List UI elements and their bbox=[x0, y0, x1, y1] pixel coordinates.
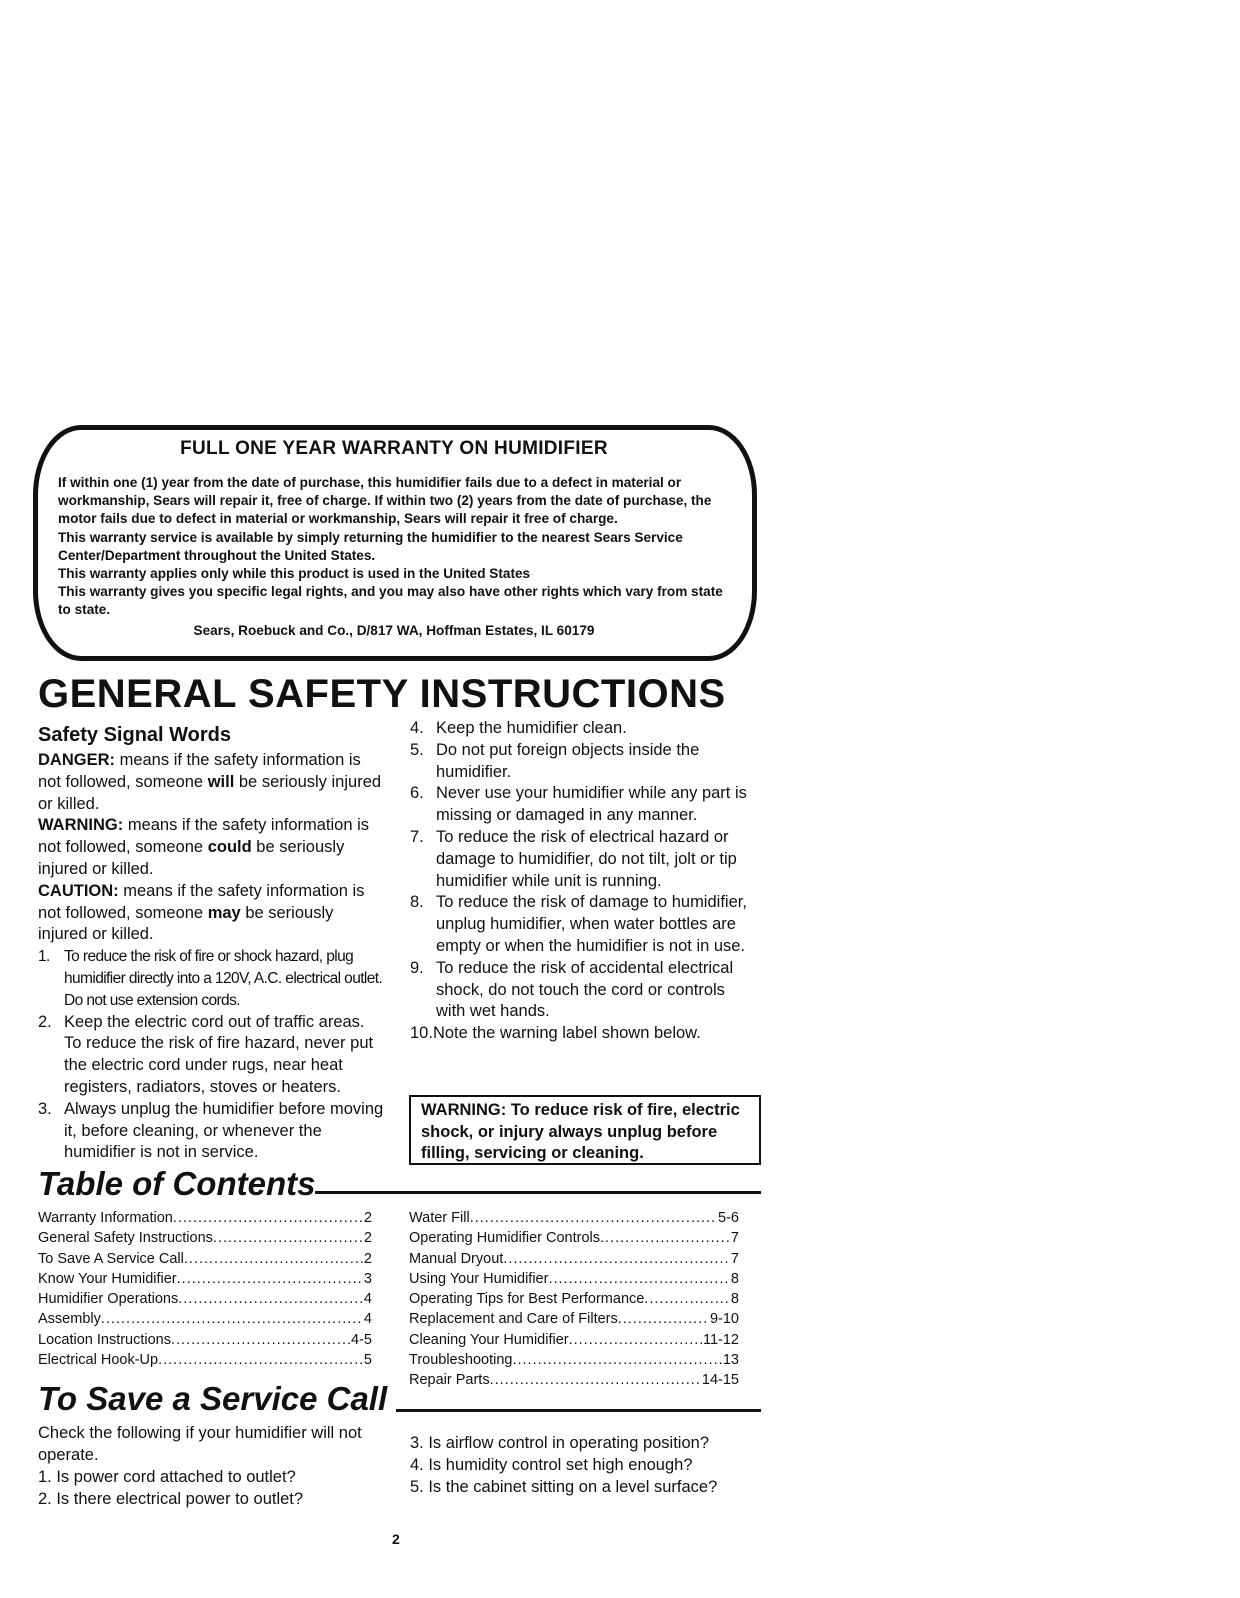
instruction-item bbox=[38, 1099, 386, 1164]
toc-entry-page: 11-12 bbox=[702, 1331, 739, 1348]
toc-entry bbox=[38, 1249, 372, 1269]
toc-entry-label: Warranty Information bbox=[38, 1210, 173, 1226]
instruction-text: Keep the electric cord out of traffic areas. To reduce the risk of fire hazard, never put the electric cord under rugs, near heat registers, radiators, stoves or heaters. bbox=[64, 1012, 374, 1096]
toc-entry-label: Replacement and Care of Filters bbox=[409, 1311, 618, 1328]
toc-entry bbox=[38, 1208, 372, 1228]
warning-term: WARNING: bbox=[38, 816, 124, 835]
toc-entry bbox=[409, 1208, 739, 1228]
toc-entry-page: 9-10 bbox=[709, 1311, 739, 1328]
toc-leader bbox=[171, 1330, 350, 1350]
danger-term: DANGER: bbox=[38, 751, 115, 769]
toc-entry-page: 4 bbox=[363, 1291, 372, 1308]
service-call-title: To Save a Service Call bbox=[38, 1380, 388, 1417]
toc-leader bbox=[569, 1330, 702, 1350]
warranty-paragraph: This warranty service is available by simply returning the humidifier to the nearest Sears Service Center/Department throughout the United States. bbox=[58, 529, 683, 563]
instruction-text: Never use your humidifier while any part is missing or damaged in any manner. bbox=[436, 784, 747, 825]
warning-emphasis: could bbox=[207, 838, 252, 857]
toc-entry bbox=[409, 1269, 739, 1289]
instruction-number: 10. bbox=[410, 1024, 433, 1043]
toc-entry-page: 2 bbox=[363, 1210, 372, 1226]
toc-entry-page: 5 bbox=[363, 1352, 372, 1369]
instruction-text: Do not put foreign objects inside the humidifier. bbox=[436, 740, 700, 781]
toc-entry bbox=[38, 1289, 372, 1309]
toc-entry bbox=[409, 1330, 739, 1350]
instruction-text: Always unplug the humidifier before moving it, before cleaning, or whenever the humidifier is not in service. bbox=[64, 1099, 384, 1162]
instruction-text: Note the warning label shown below. bbox=[432, 1024, 701, 1043]
warranty-paragraph: This warranty applies only while this product is used in the United States bbox=[58, 566, 531, 582]
toc-leader bbox=[600, 1228, 730, 1248]
warning-text-end: be seriously injured or killed. bbox=[38, 838, 345, 878]
toc-entry-page: 4-5 bbox=[351, 1331, 372, 1348]
page-title: GENERAL SAFETY INSTRUCTIONS bbox=[38, 672, 726, 716]
toc-entry-page: 5-6 bbox=[718, 1210, 739, 1226]
toc-right-column bbox=[409, 1208, 739, 1391]
toc-entry-label: Operating Humidifier Controls bbox=[409, 1230, 600, 1247]
toc-leader bbox=[213, 1228, 363, 1248]
toc-entry-label: Repair Parts bbox=[409, 1372, 490, 1389]
instruction-number: 7. bbox=[410, 827, 424, 846]
toc-entry bbox=[38, 1309, 372, 1329]
caution-text: means if the safety information is not followed, someone bbox=[38, 881, 365, 922]
toc-entry-label: To Save A Service Call bbox=[38, 1250, 184, 1267]
toc-entry-label: Assembly bbox=[38, 1311, 101, 1328]
instruction-text: To reduce the risk of fire or shock hazard, plug humidifier directly into a 120V, A.C. electrical outlet. Do not use extension cords. bbox=[64, 948, 383, 1009]
toc-entry-label: Manual Dryout bbox=[409, 1250, 504, 1267]
caution-text-end: be seriously injured or killed. bbox=[38, 903, 334, 944]
service-call-title-rule bbox=[396, 1409, 761, 1412]
service-call-item: 2. Is there electrical power to outlet? bbox=[38, 1490, 304, 1508]
toc-entry-page: 7 bbox=[730, 1250, 739, 1267]
toc-leader bbox=[177, 1269, 363, 1289]
instruction-item bbox=[410, 892, 758, 957]
warning-label-text: WARNING: To reduce risk of fire, electric shock, or injury always unplug before filling, servicing or cleaning. bbox=[421, 1101, 740, 1162]
toc-entry-page: 8 bbox=[730, 1270, 739, 1287]
page-number: 2 bbox=[392, 1531, 400, 1547]
toc-entry bbox=[409, 1228, 739, 1248]
caution-emphasis: may bbox=[207, 903, 241, 922]
toc-entry bbox=[38, 1330, 372, 1350]
service-call-item: 3. Is airflow control in operating position? bbox=[410, 1434, 709, 1452]
toc-leader bbox=[618, 1309, 709, 1329]
warranty-address: Sears, Roebuck and Co., D/817 WA, Hoffman Estates, IL 60179 bbox=[193, 622, 595, 638]
toc-leader bbox=[644, 1289, 730, 1309]
instruction-number: 4. bbox=[410, 719, 424, 737]
toc-entry-page: 2 bbox=[363, 1230, 372, 1247]
danger-text: means if the safety information is not followed, someone bbox=[38, 751, 361, 791]
warning-text: means if the safety information is not followed, someone bbox=[38, 816, 370, 857]
toc-leader bbox=[178, 1289, 363, 1309]
toc-leader bbox=[512, 1350, 721, 1370]
toc-title-rule bbox=[315, 1191, 761, 1194]
toc-entry bbox=[409, 1289, 739, 1309]
instruction-item bbox=[410, 718, 758, 740]
toc-leader bbox=[490, 1370, 701, 1390]
warranty-paragraph: If within one (1) year from the date of purchase, this humidifier fails due to a defect in material or workmanship, Sears will repair it, free of charge. If within two (2) years from the date of purchase, the motor fails due to defect in material or workmanship, Sears will repair it free of charge. bbox=[58, 475, 712, 527]
caution-definition bbox=[38, 881, 386, 946]
instruction-number: 2. bbox=[38, 1012, 52, 1031]
toc-entry-label: Water Fill bbox=[409, 1210, 470, 1226]
toc-entry-page: 13 bbox=[722, 1352, 739, 1369]
instruction-list-left bbox=[38, 946, 386, 1164]
toc-leader bbox=[173, 1208, 363, 1228]
danger-text-end: be seriously injured or killed. bbox=[38, 772, 382, 813]
danger-definition bbox=[38, 750, 386, 815]
instruction-number: 6. bbox=[410, 784, 424, 803]
toc-leader bbox=[158, 1350, 363, 1370]
toc-entry bbox=[409, 1370, 739, 1390]
instruction-number: 8. bbox=[410, 893, 424, 912]
toc-entry-label: Know Your Humidifier bbox=[38, 1270, 177, 1287]
instruction-text: To reduce the risk of electrical hazard or damage to humidifier, do not tilt, jolt or tip humidifier while unit is running. bbox=[436, 827, 737, 890]
instruction-item bbox=[410, 958, 758, 1023]
toc-entry-page: 3 bbox=[363, 1270, 372, 1287]
warranty-title: FULL ONE YEAR WARRANTY ON HUMIDIFIER bbox=[180, 438, 608, 459]
toc-entry-label: General Safety Instructions bbox=[38, 1230, 213, 1247]
toc-leader bbox=[503, 1249, 730, 1269]
service-call-left-column bbox=[38, 1422, 378, 1510]
toc-leader bbox=[470, 1208, 717, 1228]
instruction-text: Keep the humidifier clean. bbox=[436, 719, 627, 737]
instruction-item bbox=[410, 783, 758, 827]
instruction-item bbox=[410, 1023, 758, 1045]
toc-entry-label: Troubleshooting bbox=[409, 1352, 513, 1369]
instruction-item bbox=[38, 1012, 386, 1099]
toc-entry bbox=[409, 1249, 739, 1269]
toc-entry-label: Electrical Hook-Up bbox=[38, 1352, 159, 1369]
toc-entry-label: Using Your Humidifier bbox=[409, 1270, 549, 1287]
signal-words-heading: Safety Signal Words bbox=[38, 724, 232, 746]
danger-emphasis: will bbox=[207, 772, 235, 791]
toc-leader bbox=[101, 1309, 363, 1329]
toc-entry bbox=[38, 1228, 372, 1248]
service-call-right-column bbox=[410, 1432, 760, 1498]
toc-entry-page: 2 bbox=[363, 1250, 372, 1267]
toc-entry-label: Humidifier Operations bbox=[38, 1291, 179, 1308]
warning-label-box bbox=[409, 1095, 761, 1165]
caution-term: CAUTION: bbox=[38, 881, 119, 900]
instruction-number: 5. bbox=[410, 740, 424, 759]
instruction-text: To reduce the risk of accidental electrical shock, do not touch the cord or controls with wet hands. bbox=[436, 958, 734, 1021]
toc-leader bbox=[548, 1269, 729, 1289]
safety-right-column bbox=[410, 718, 758, 1045]
toc-leader bbox=[184, 1249, 363, 1269]
toc-entry bbox=[409, 1309, 739, 1329]
warning-definition bbox=[38, 815, 386, 880]
toc-title: Table of Contents bbox=[38, 1165, 316, 1202]
toc-entry bbox=[409, 1350, 739, 1370]
service-call-item: 5. Is the cabinet sitting on a level surface? bbox=[410, 1478, 718, 1496]
toc-entry-page: 8 bbox=[730, 1291, 739, 1308]
service-call-item: 4. Is humidity control set high enough? bbox=[410, 1456, 693, 1474]
instruction-item bbox=[410, 740, 758, 784]
toc-entry-page: 4 bbox=[363, 1311, 372, 1328]
instruction-number: 1. bbox=[38, 948, 50, 966]
safety-left-column bbox=[38, 723, 386, 1164]
instruction-item bbox=[38, 946, 386, 1011]
instruction-item bbox=[410, 827, 758, 892]
instruction-number: 3. bbox=[38, 1099, 52, 1118]
toc-entry-label: Operating Tips for Best Performance bbox=[409, 1291, 645, 1308]
service-call-item: 1. Is power cord attached to outlet? bbox=[38, 1468, 296, 1486]
toc-entry bbox=[38, 1350, 372, 1370]
instruction-list-right bbox=[410, 718, 758, 1045]
toc-entry-label: Cleaning Your Humidifier bbox=[409, 1331, 569, 1348]
toc-left-column bbox=[38, 1208, 372, 1370]
instruction-number: 9. bbox=[410, 958, 424, 977]
toc-entry-page: 7 bbox=[730, 1230, 739, 1247]
toc-entry bbox=[38, 1269, 372, 1289]
instruction-text: To reduce the risk of damage to humidifier, unplug humidifier, when water bottles are empty or when the humidifier is not in use. bbox=[436, 893, 747, 955]
warranty-paragraph: This warranty gives you specific legal rights, and you may also have other rights which vary from state to state. bbox=[58, 584, 723, 618]
service-call-intro: Check the following if your humidifier will not operate. bbox=[38, 1424, 362, 1464]
warranty-box bbox=[33, 425, 757, 661]
toc-entry-page: 14-15 bbox=[701, 1372, 739, 1389]
toc-entry-label: Location Instructions bbox=[38, 1331, 171, 1348]
